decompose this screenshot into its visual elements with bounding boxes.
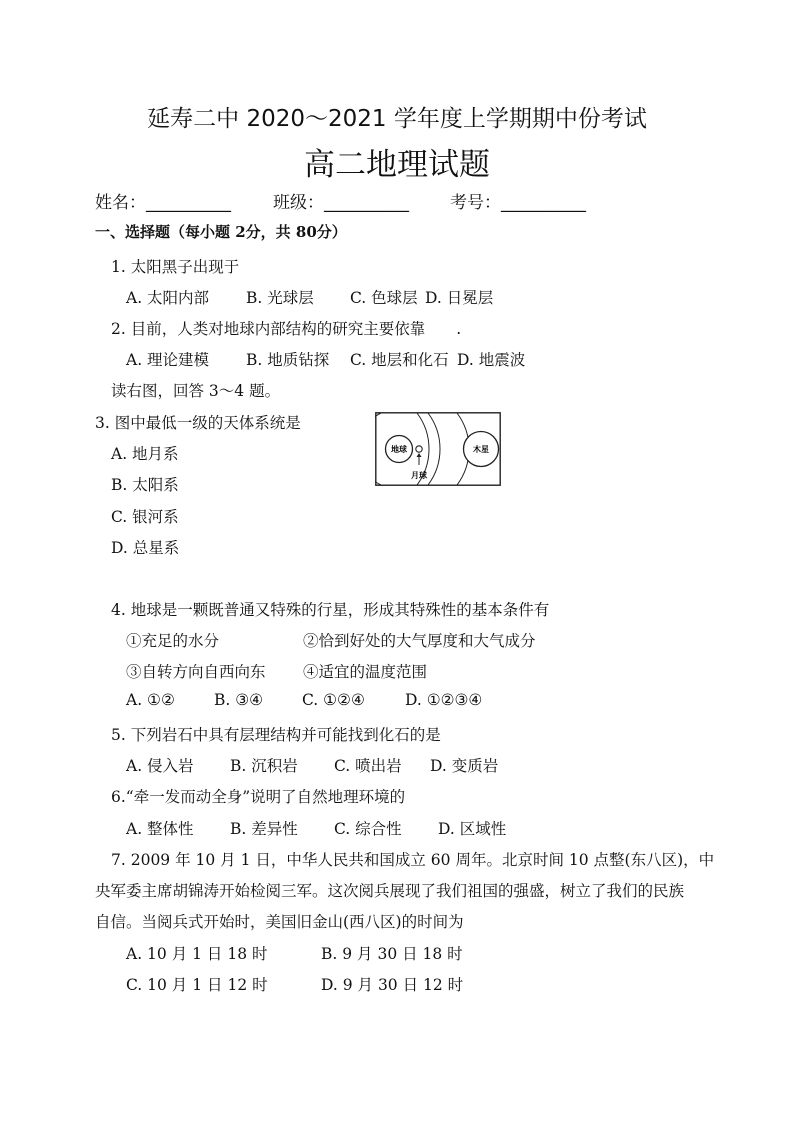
q2-option-b[interactable]: B. 地质钻探 — [246, 351, 330, 369]
class-label: 班级： — [273, 193, 324, 213]
question-4-stem: 4. 地球是一颗既普通又特殊的行星，形成其特殊性的基本条件有 — [111, 601, 550, 619]
q7-option-d[interactable]: D. 9 月 30 日 12 时 — [321, 976, 464, 994]
q4-statement-1: ①充足的水分 — [126, 632, 220, 650]
earth-label: 地球 — [391, 445, 407, 454]
q4-option-c[interactable]: C. ①②④ — [302, 691, 365, 709]
q4-statement-4: ④适宜的温度范围 — [303, 663, 428, 681]
q7-option-b[interactable]: B. 9 月 30 日 18 时 — [321, 945, 463, 963]
q1-option-d[interactable]: D. 日冕层 — [425, 289, 494, 307]
name-field[interactable] — [95, 188, 231, 213]
q4-statement-2: ②恰到好处的大气厚度和大气成分 — [303, 632, 536, 650]
question-3-stem: 3. 图中最低一级的天体系统是 — [95, 414, 301, 432]
exam-number-field[interactable] — [450, 188, 586, 213]
q6-option-a[interactable]: A. 整体性 — [126, 820, 194, 838]
question-5-stem: 5. 下列岩石中具有层理结构并可能找到化石的是 — [111, 726, 441, 744]
q5-option-b[interactable]: B. 沉积岩 — [230, 757, 298, 775]
question-7-stem-line-2: 央军委主席胡锦涛开始检阅三军。这次阅兵展现了我们祖国的强盛，树立了我们的民族 — [95, 882, 685, 900]
q2-option-a[interactable]: A. 理论建模 — [126, 351, 210, 369]
question-1-stem: 1. 太阳黑子出现于 — [111, 258, 240, 276]
q2-option-d[interactable]: D. 地震波 — [457, 351, 526, 369]
q1-option-b[interactable]: B. 光球层 — [246, 289, 314, 307]
question-6-stem: 6.“牵一发而动全身”说明了自然地理环境的 — [111, 788, 406, 806]
jupiter-label: 木星 — [473, 445, 489, 454]
solar-system-figure — [375, 412, 501, 486]
name-label: 姓名： — [95, 193, 146, 213]
q4-statement-3: ③自转方向自西向东 — [126, 663, 266, 681]
figure-instruction: 读右图，回答 3～4 题。 — [111, 382, 281, 400]
q6-option-c[interactable]: C. 综合性 — [334, 820, 402, 838]
q6-option-b[interactable]: B. 差异性 — [230, 820, 298, 838]
q3-option-a[interactable]: A. 地月系 — [111, 445, 179, 463]
q3-option-b[interactable]: B. 太阳系 — [111, 476, 179, 494]
q4-option-a[interactable]: A. ①② — [126, 691, 175, 709]
q2-option-c[interactable]: C. 地层和化石 — [350, 351, 449, 369]
exam-number-label: 考号： — [450, 193, 501, 213]
q3-option-c[interactable]: C. 银河系 — [111, 508, 179, 526]
subject-title: 高二地理试题 — [304, 147, 490, 183]
school-title: 延寿二中 2020～2021 学年度上学期期中份考试 — [147, 106, 647, 132]
q1-option-a[interactable]: A. 太阳内部 — [126, 289, 210, 307]
q3-option-d[interactable]: D. 总星系 — [111, 539, 180, 557]
moon-label: 月球 — [411, 471, 427, 480]
q7-option-c[interactable]: C. 10 月 1 日 12 时 — [126, 976, 268, 994]
question-7-stem-line-1: 7. 2009 年 10 月 1 日，中华人民共和国成立 60 周年。北京时间 10 点整(东八区)，中 — [111, 851, 715, 869]
exam-number-blank: __________ — [501, 193, 586, 213]
question-7-stem-line-3: 自信。当阅兵式开始时，美国旧金山(西八区)的时间为 — [95, 913, 464, 931]
q1-option-c[interactable]: C. 色球层 — [350, 289, 418, 307]
moon-circle — [416, 446, 422, 452]
q7-option-a[interactable]: A. 10 月 1 日 18 时 — [126, 945, 268, 963]
question-2-stem: 2. 目前，人类对地球内部结构的研究主要依靠 . — [111, 320, 462, 338]
q5-option-a[interactable]: A. 侵入岩 — [126, 757, 194, 775]
name-blank: __________ — [146, 193, 231, 213]
q6-option-d[interactable]: D. 区域性 — [438, 820, 507, 838]
q4-option-d[interactable]: D. ①②③④ — [405, 691, 483, 709]
class-field[interactable] — [273, 188, 409, 213]
q4-option-b[interactable]: B. ③④ — [214, 691, 264, 709]
q5-option-c[interactable]: C. 喷出岩 — [334, 757, 402, 775]
class-blank: __________ — [324, 193, 409, 213]
q5-option-d[interactable]: D. 变质岩 — [430, 757, 499, 775]
section-title: 一、选择题（每小题 2分，共 80分） — [95, 223, 347, 241]
